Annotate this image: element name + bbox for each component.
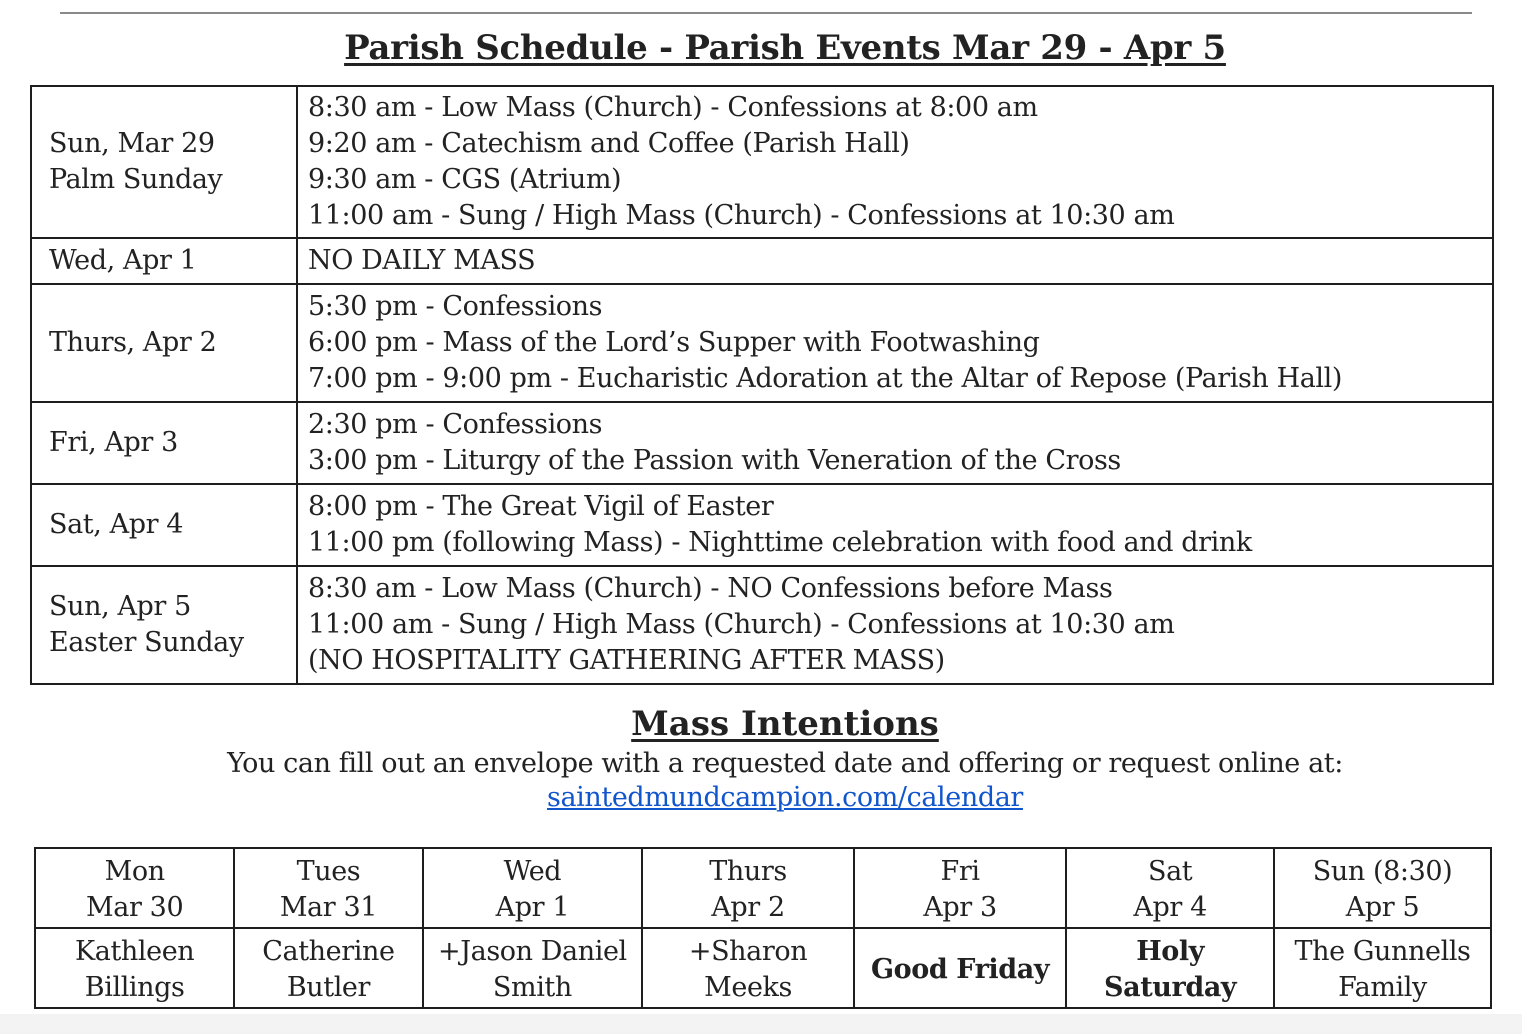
- bottom-strip: [0, 1014, 1522, 1034]
- schedule-day-cell: [31, 402, 297, 484]
- intention-name: Saturday: [1104, 972, 1237, 1003]
- schedule-day-cell: [31, 284, 297, 402]
- schedule-day-date: Wed, Apr 1: [49, 245, 197, 276]
- schedule-day-date: Thurs, Apr 2: [49, 327, 217, 358]
- schedule-day-cell: [31, 238, 297, 284]
- schedule-event: 11:00 pm (following Mass) - Nighttime celebration with food and drink: [308, 527, 1252, 558]
- schedule-row: [31, 86, 1493, 238]
- schedule-event: NO DAILY MASS: [308, 245, 536, 276]
- schedule-events-cell: [297, 402, 1493, 484]
- intention-name: +Sharon: [688, 936, 808, 967]
- intention-name: Meeks: [704, 972, 792, 1003]
- intention-day-name: Sun (8:30): [1312, 856, 1453, 887]
- intention-day-date: Apr 2: [711, 892, 785, 923]
- mass-intentions-table: [34, 847, 1492, 1009]
- intention-day-date: Apr 4: [1133, 892, 1207, 923]
- intention-name: +Jason Daniel: [437, 936, 627, 967]
- calendar-link[interactable]: saintedmundcampion.com/calendar: [547, 782, 1023, 813]
- calendar-link-wrapper: [0, 782, 1522, 813]
- intention-day-header: [423, 848, 643, 928]
- schedule-row: [31, 238, 1493, 284]
- intention-day-name: Tues: [296, 856, 361, 887]
- schedule-day-feast: Easter Sunday: [49, 627, 244, 658]
- intention-day-date: Apr 1: [495, 892, 570, 923]
- top-divider: [60, 12, 1472, 14]
- intention-name: Good Friday: [870, 954, 1050, 985]
- intention-day-date: Apr 5: [1345, 892, 1420, 923]
- intention-day-header: [35, 848, 234, 928]
- intention-day-header: [1274, 848, 1491, 928]
- schedule-events-cell: [297, 284, 1493, 402]
- schedule-day-date: Sat, Apr 4: [49, 509, 184, 540]
- intention-name: Kathleen: [74, 936, 195, 967]
- schedule-day-date: Sun, Mar 29: [49, 128, 215, 159]
- intention-day-header: [642, 848, 854, 928]
- intention-name: Holy: [1136, 936, 1205, 967]
- schedule-event: 9:20 am - Catechism and Coffee (Parish Hall): [308, 128, 910, 159]
- schedule-day-date: Sun, Apr 5: [49, 591, 191, 622]
- parish-schedule-table: [30, 85, 1494, 685]
- mass-intentions-description: You can fill out an envelope with a requested date and offering or request online at:: [227, 748, 1343, 779]
- intention-cell: [642, 928, 854, 1008]
- intention-day-header: [854, 848, 1066, 928]
- schedule-events-cell: [297, 566, 1493, 684]
- schedule-day-date: Fri, Apr 3: [49, 427, 178, 458]
- schedule-event: 7:00 pm - 9:00 pm - Eucharistic Adoration at the Altar of Repose (Parish Hall): [308, 363, 1343, 394]
- intention-cell: [35, 928, 234, 1008]
- schedule-row: [31, 284, 1493, 402]
- schedule-event: 11:00 am - Sung / High Mass (Church) - Confessions at 10:30 am: [308, 200, 1175, 231]
- schedule-events-cell: [297, 238, 1493, 284]
- schedule-events-cell: [297, 484, 1493, 566]
- intention-cell: [234, 928, 422, 1008]
- intention-cell: [423, 928, 643, 1008]
- schedule-day-cell: [31, 86, 297, 238]
- schedule-row: [31, 484, 1493, 566]
- schedule-event: 2:30 pm - Confessions: [308, 409, 603, 440]
- mass-intentions-title: Mass Intentions: [631, 704, 939, 744]
- schedule-event: 8:30 am - Low Mass (Church) - NO Confessions before Mass: [308, 573, 1113, 604]
- schedule-row: [31, 566, 1493, 684]
- schedule-event: 8:00 pm - The Great Vigil of Easter: [308, 491, 774, 522]
- intention-name: Billings: [84, 972, 185, 1003]
- intention-day-name: Wed: [503, 856, 562, 887]
- intention-day-date: Mar 31: [279, 892, 378, 923]
- intention-cell: [854, 928, 1066, 1008]
- intention-day-name: Thurs: [709, 856, 787, 887]
- schedule-events-cell: [297, 86, 1493, 238]
- intention-name: Family: [1338, 972, 1427, 1003]
- schedule-event: (NO HOSPITALITY GATHERING AFTER MASS): [308, 645, 945, 676]
- schedule-event: 8:30 am - Low Mass (Church) - Confessions at 8:00 am: [308, 92, 1038, 123]
- schedule-event: 6:00 pm - Mass of the Lord’s Supper with Footwashing: [308, 327, 1040, 358]
- schedule-day-cell: [31, 566, 297, 684]
- intention-day-name: Sat: [1148, 856, 1193, 887]
- intention-name: Butler: [286, 972, 371, 1003]
- intention-day-date: Mar 30: [86, 892, 184, 923]
- intention-day-name: Mon: [104, 856, 165, 887]
- intention-name: The Gunnells: [1294, 936, 1471, 967]
- schedule-day-feast: Palm Sunday: [49, 164, 223, 195]
- intention-name: Catherine: [262, 936, 395, 967]
- intention-name: Smith: [492, 972, 572, 1003]
- schedule-event: 5:30 pm - Confessions: [308, 291, 603, 322]
- intention-day-date: Apr 3: [923, 892, 997, 923]
- intention-day-header: [1066, 848, 1274, 928]
- intention-day-header: [234, 848, 422, 928]
- schedule-event: 11:00 am - Sung / High Mass (Church) - Confessions at 10:30 am: [308, 609, 1175, 640]
- schedule-day-cell: [31, 484, 297, 566]
- schedule-event: 9:30 am - CGS (Atrium): [308, 164, 622, 195]
- schedule-title: Parish Schedule - Parish Events Mar 29 - Apr 5: [344, 28, 1226, 68]
- schedule-event: 3:00 pm - Liturgy of the Passion with Veneration of the Cross: [308, 445, 1121, 476]
- intention-cell: [1274, 928, 1491, 1008]
- schedule-row: [31, 402, 1493, 484]
- intention-cell: [1066, 928, 1274, 1008]
- intention-day-name: Fri: [940, 856, 980, 887]
